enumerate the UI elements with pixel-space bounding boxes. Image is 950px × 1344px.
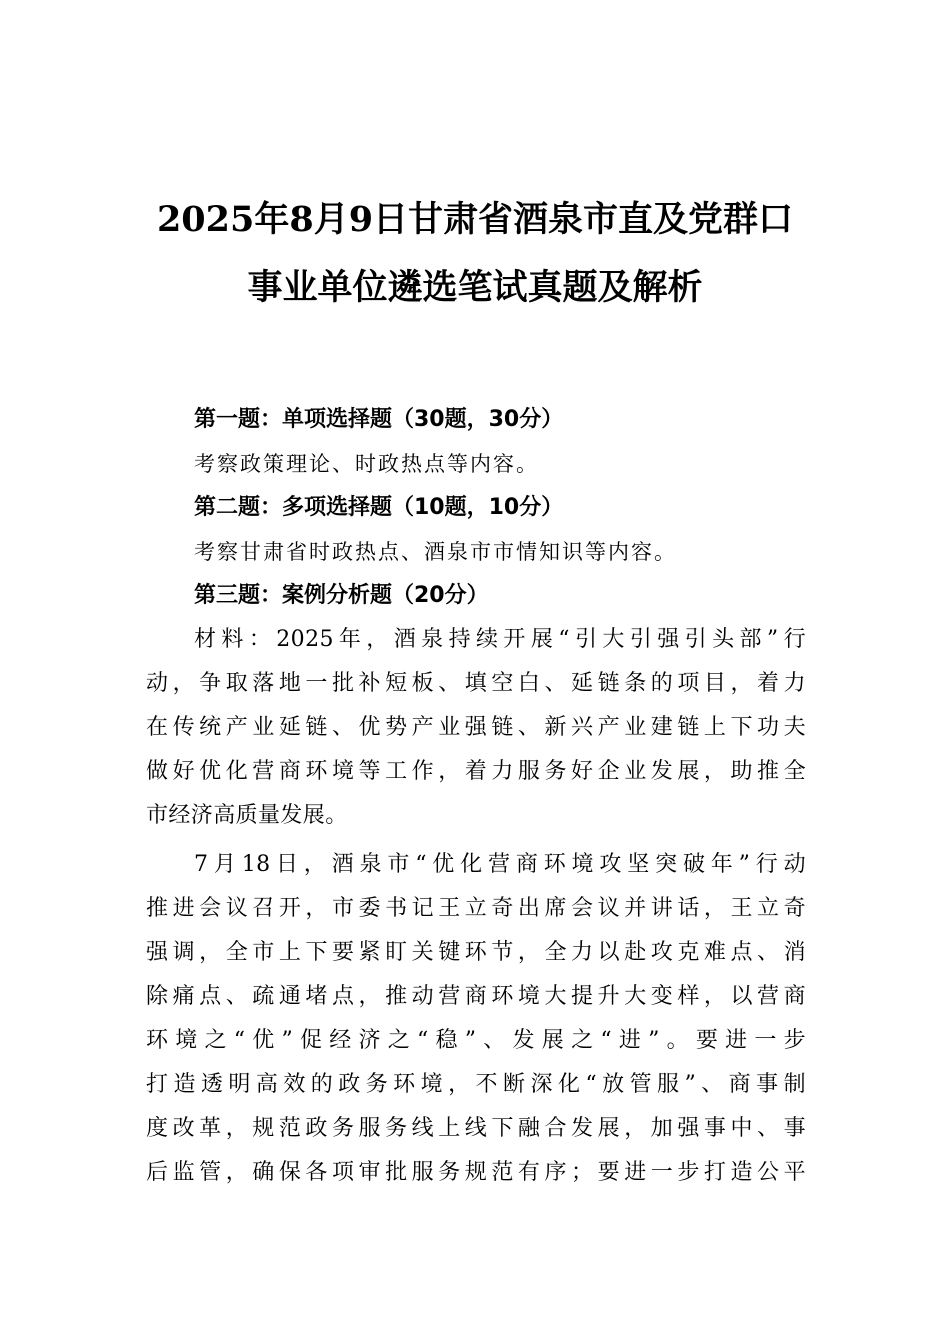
paragraph-line: 后监管，确保各项审批服务规范有序；要进一步打造公平 bbox=[146, 1160, 806, 1185]
paragraph-line: 推进会议召开，市委书记王立奇出席会议并讲话，王立奇 bbox=[146, 896, 806, 921]
paragraph-line: 做好优化营商环境等工作，着力服务好企业发展，助推全 bbox=[146, 759, 806, 784]
paragraph-line: 材料：2025年，酒泉持续开展“引大引强引头部”行 bbox=[194, 627, 806, 652]
paragraph-line: 强调，全市上下要紧盯关键环节，全力以赴攻克难点、消 bbox=[146, 940, 806, 965]
paragraph-line: 环境之“优”促经济之“稳”、发展之“进”。要进一步 bbox=[146, 1028, 806, 1053]
document-title-line-1: 2025年8月9日甘肃省酒泉市直及党群口 bbox=[156, 199, 794, 240]
paragraph-line: 7月18日，酒泉市“优化营商环境攻坚突破年”行动 bbox=[194, 852, 806, 877]
document-body bbox=[146, 398, 806, 1195]
section-2-description: 考察甘肃省时政热点、酒泉市市情知识等内容。 bbox=[194, 540, 677, 564]
paragraph-line: 市经济高质量发展。 bbox=[146, 803, 348, 828]
document-title-line-2: 事业单位遴选笔试真题及解析 bbox=[247, 267, 703, 308]
paragraph-line: 度改革，规范政务服务线上线下融合发展，加强事中、事 bbox=[146, 1116, 806, 1141]
section-2-heading: 第二题：多项选择题（10题，10分） bbox=[194, 495, 564, 520]
paragraph-line: 除痛点、疏通堵点，推动营商环境大提升大变样，以营商 bbox=[146, 984, 806, 1009]
material-paragraph-1 bbox=[146, 618, 806, 838]
paragraph-line: 打造透明高效的政务环境，不断深化“放管服”、商事制 bbox=[146, 1072, 806, 1097]
section-1-description: 考察政策理论、时政热点等内容。 bbox=[194, 452, 539, 476]
paragraph-line: 动，争取落地一批补短板、填空白、延链条的项目，着力 bbox=[146, 671, 806, 696]
material-paragraph-2 bbox=[146, 843, 806, 1195]
section-3-heading: 第三题：案例分析题（20分） bbox=[194, 583, 489, 608]
paragraph-line: 在传统产业延链、优势产业强链、新兴产业建链上下功夫 bbox=[146, 715, 806, 740]
section-1-heading: 第一题：单项选择题（30题，30分） bbox=[194, 407, 564, 432]
